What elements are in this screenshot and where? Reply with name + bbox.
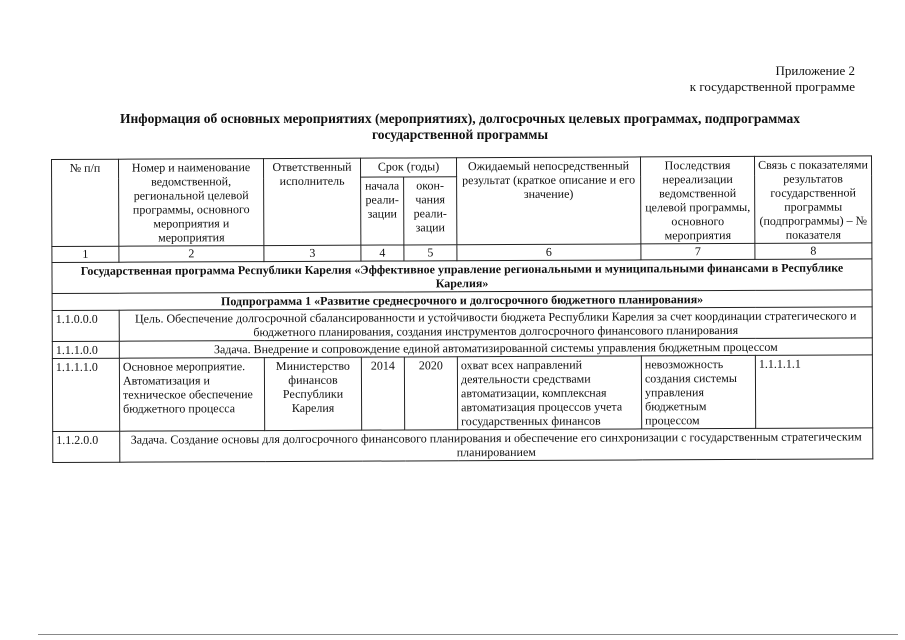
subprogram-title: Подпрограмма 1 «Развитие среднесрочного и долгосрочного бюджетного планирования» (52, 290, 872, 311)
column-number: 5 (404, 245, 457, 261)
task-text: Задача. Внедрение и сопровождение единой автоматизированной системы управления бюджетным процессом (119, 338, 872, 358)
activities-table (51, 155, 873, 463)
header-term: Срок (годы) (360, 158, 456, 178)
header-link: Связь с показателями результатов государственной программы (подпрограммы) – № показателя (754, 156, 871, 244)
appendix-line-1: Приложение 2 (775, 63, 855, 78)
activity-indicator-link: 1.1.1.1.1 (755, 355, 872, 429)
row-code: 1.1.0.0.0 (52, 310, 119, 341)
column-number: 7 (641, 243, 755, 259)
header-consequences: Последствия нереализации ведомственной целевой программы, основного мероприятия (640, 156, 754, 243)
column-number: 6 (457, 244, 641, 261)
activity-executor: Министерство финансов Республики Карелия (264, 357, 361, 430)
column-number: 3 (264, 245, 361, 261)
activity-end-year: 2020 (404, 357, 457, 430)
header-term-start: начала реали-зации (361, 177, 404, 245)
program-title: Государственная программа Республики Карелия «Эффективное управление региональными и муниципальными финансами в Республике Карелия» (52, 259, 872, 294)
program-row (52, 259, 872, 294)
header-result: Ожидаемый непосредственный результат (краткое описание и его значение) (456, 157, 640, 245)
scan-edge-line (38, 634, 898, 635)
document-title (60, 111, 860, 143)
header-term-end: окон-чания реали-зации (404, 177, 457, 245)
appendix-line-2: к государственной программе (689, 79, 855, 94)
activity-result: охват всех направлений деятельности средствами автоматизации, комплексная автоматизация процессов учета государственных финансов (457, 356, 641, 430)
header-name: Номер и наименование ведомственной, региональной целевой программы, основного мероприятия и мероприятия (119, 159, 264, 247)
row-code: 1.1.2.0.0 (53, 431, 120, 462)
activity-start-year: 2014 (361, 357, 404, 430)
appendix-note (690, 63, 855, 95)
header-executor: Ответственный исполнитель (264, 158, 361, 245)
task-text: Задача. Создание основы для долгосрочного финансового планирования и обеспечение его синхронизации с государственным стратегическим планированием (120, 428, 873, 462)
column-number: 1 (52, 246, 119, 262)
column-number: 4 (361, 245, 404, 261)
document-title-line-1: Информация об основных мероприятиях (мероприятиях), долгосрочных целевых программах, подпрограммах (120, 111, 800, 126)
header-num: № п/п (52, 159, 119, 246)
activity-consequences: невозможность создания системы управления бюджетным процессом (641, 355, 755, 428)
goal-text: Цель. Обеспечение долгосрочной сбалансированности и устойчивости бюджета Республики Карелия за счет координации стратегического и бюджетного планирования, создания инструментов долгосрочного финансового планирования (119, 307, 872, 341)
table-row (52, 307, 872, 342)
column-number: 8 (755, 243, 872, 260)
table-row (53, 428, 873, 463)
column-number: 2 (119, 246, 264, 263)
activity-name: Основное мероприятие. Автоматизация и техническое обеспечение бюджетного процесса (119, 358, 264, 432)
header-row (52, 156, 872, 179)
document-title-line-2: государственной программы (371, 127, 549, 142)
row-code: 1.1.1.0.0 (52, 341, 119, 358)
row-code: 1.1.1.1.0 (52, 358, 119, 431)
table-row (52, 355, 872, 432)
